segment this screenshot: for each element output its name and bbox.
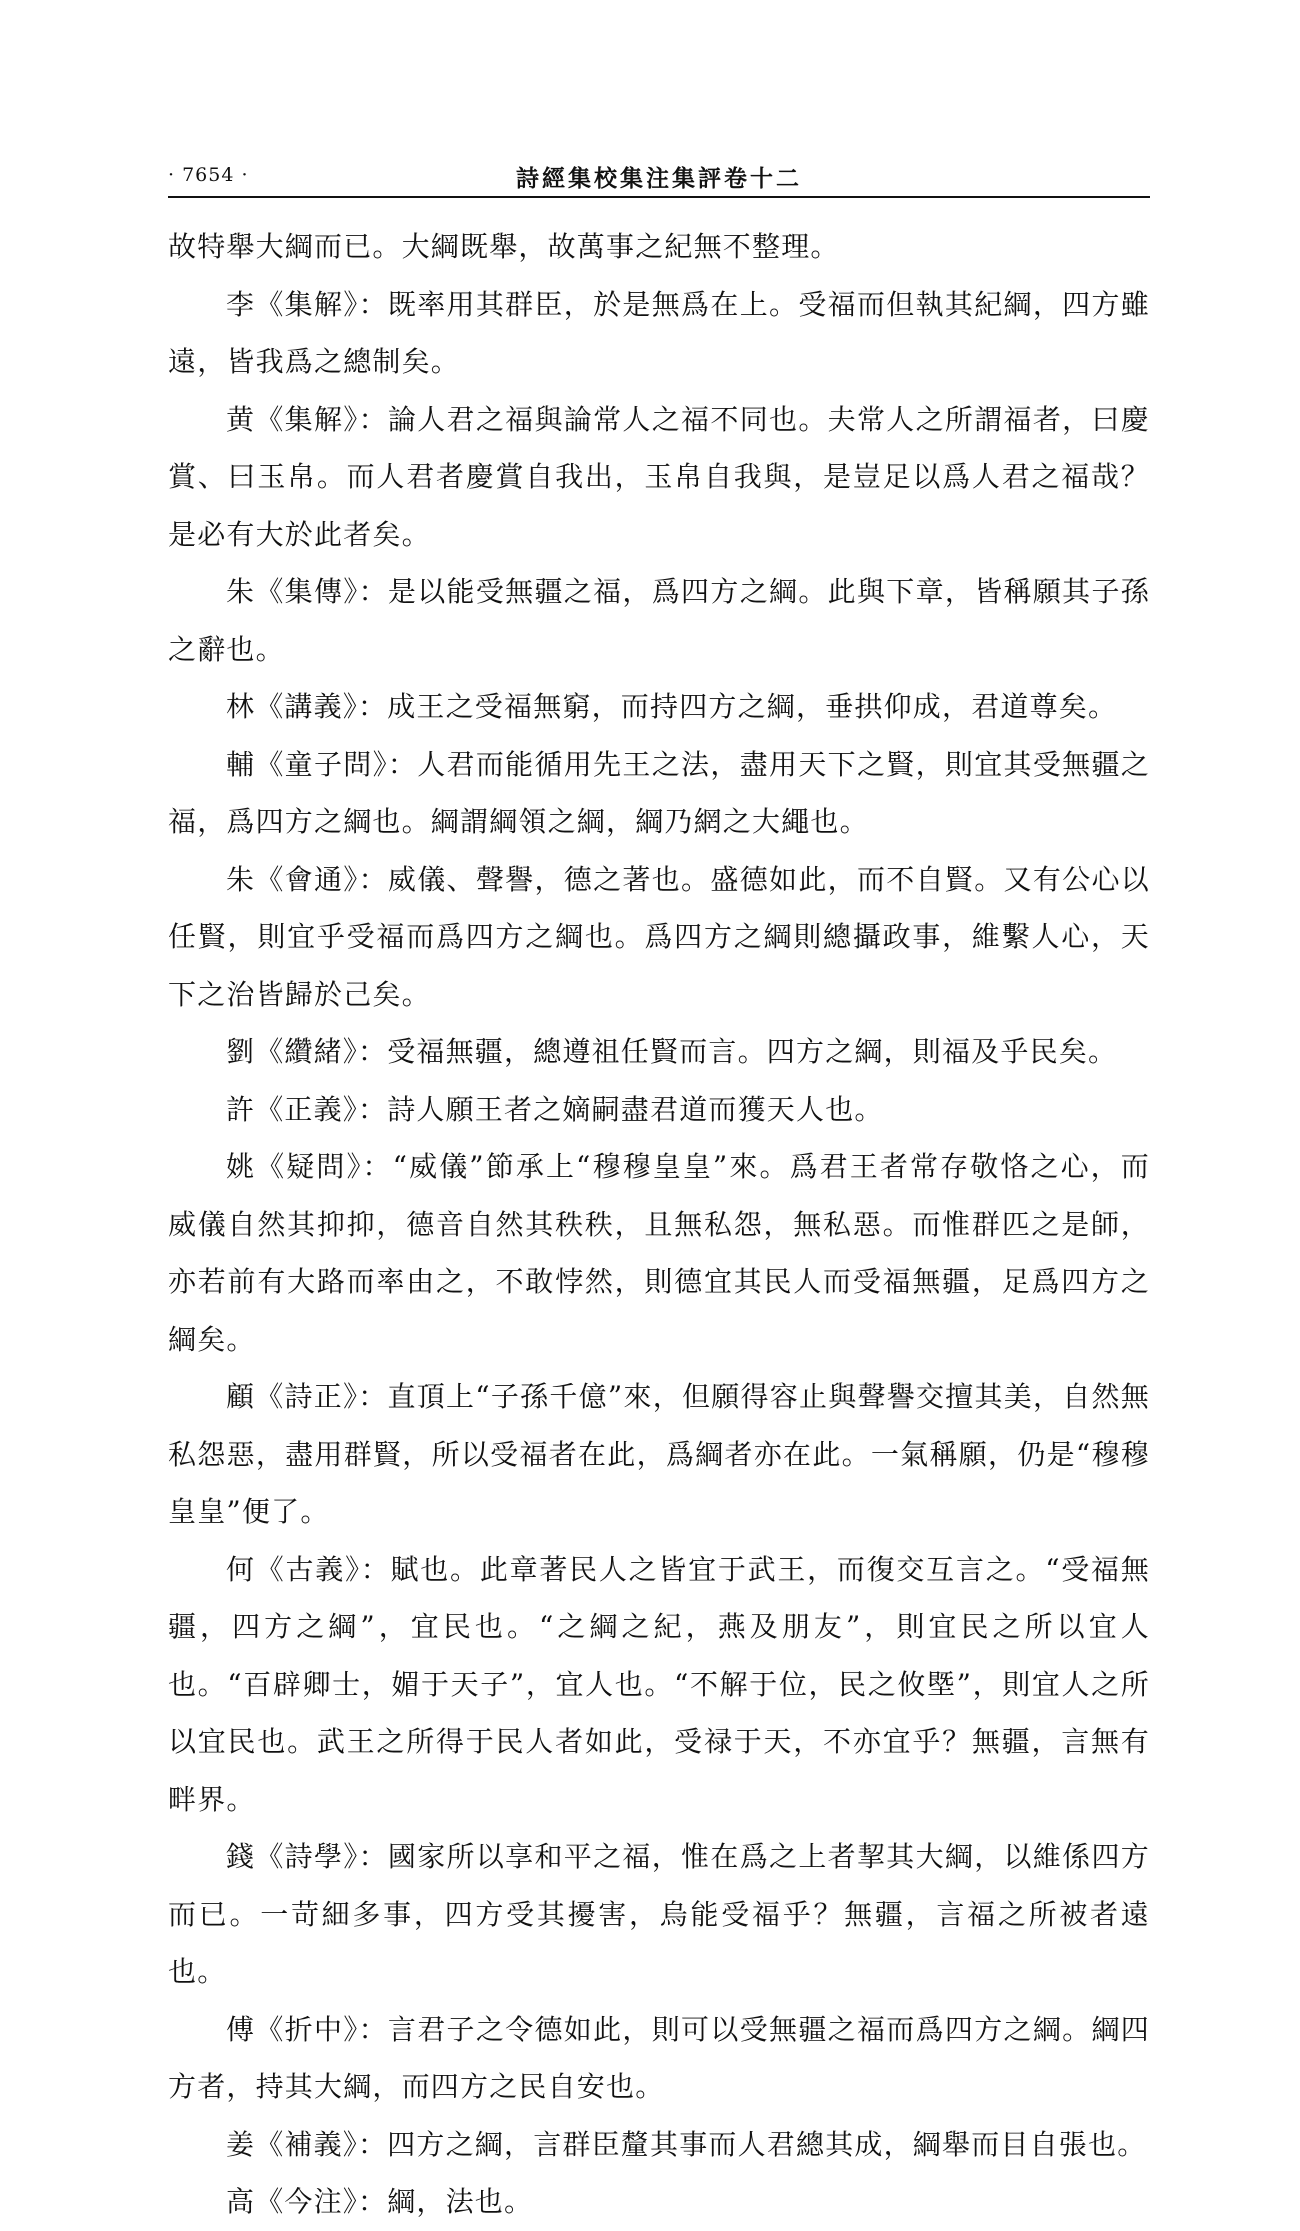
commentary-gao-jinzhu: 高《今注》：綱，法也。 <box>226 2185 534 2218</box>
paragraph-continuation: 故特舉大綱而已。大綱既舉，故萬事之紀無不整理。 <box>168 230 840 263</box>
body-text <box>168 218 1150 2231</box>
page-header <box>168 158 1150 194</box>
commentary-zhu-huitong: 朱《會通》：威儀、聲譽，德之著也。盛德如此，而不自賢。又有公心以任賢，則宜乎受福而爲四方之綱也。爲四方之綱則總攝政事，維繫人心，天下之治皆歸於己矣。 <box>168 862 1150 1011</box>
commentary-xu-zhengyi: 許《正義》：詩人願王者之嫡嗣盡君道而獲天人也。 <box>226 1092 884 1126</box>
header-rule <box>168 196 1150 198</box>
commentary-lin-jiangyi: 林《講義》：成王之受福無窮，而持四方之綱，垂拱仰成，君道尊矣。 <box>226 690 1118 723</box>
commentary-he-guyi: 何《古義》：賦也。此章著民人之皆宜于武王，而復交互言之。“受福無疆，四方之綱”，宜民也。“之綱之紀，燕及朋友”，則宜民之所以宜人也。“百辟卿士，媚于天子”，宜人也。“不解于位，民之攸塈”，則宜人之所以宜民也。武王之所得于民人者如此，受禄于天，不亦宜乎？無疆，言無有畔界。 <box>168 1552 1150 1816</box>
page-number: · 7654 · <box>168 164 249 186</box>
commentary-fu-tongziwen: 輔《童子問》：人君而能循用先王之法，盡用天下之賢，則宜其受無疆之福，爲四方之綱也。綱謂綱領之綱，綱乃網之大繩也。 <box>168 747 1150 838</box>
document-page <box>168 0 1150 2218</box>
commentary-li-jijie: 李《集解》：既率用其群臣，於是無爲在上。受福而但執其紀綱，四方雖遠，皆我爲之總制矣。 <box>168 287 1150 378</box>
commentary-yao-yiwen: 姚《疑問》：“威儀”節承上“穆穆皇皇”來。爲君王者常存敬恪之心，而威儀自然其抑抑，德音自然其秩秩，且無私怨，無私惡。而惟群匹之是師，亦若前有大路而率由之，不敢悖然，則德宜其民人而受福無疆，足爲四方之綱矣。 <box>168 1150 1150 1356</box>
commentary-gu-shizheng: 顧《詩正》：直頂上“子孫千億”來，但願得容止與聲譽交擅其美，自然無私怨惡，盡用群賢，所以受福者在此，爲綱者亦在此。一氣稱願，仍是“穆穆皇皇”便了。 <box>168 1380 1150 1528</box>
commentary-huang-jijie: 黄《集解》：論人君之福與論常人之福不同也。夫常人之所謂福者，曰慶賞、曰玉帛。而人君者慶賞自我出，玉帛自我與，是豈足以爲人君之福哉？是必有大於此者矣。 <box>168 402 1150 551</box>
commentary-qian-shixue: 錢《詩學》：國家所以享和平之福，惟在爲之上者挈其大綱，以維係四方而已。一苛細多事，四方受其擾害，烏能受福乎？無疆，言福之所被者遠也。 <box>168 1840 1150 1988</box>
commentary-jiang-buyi: 姜《補義》：四方之綱，言群臣釐其事而人君總其成，綱舉而目自張也。 <box>226 2127 1147 2161</box>
commentary-zhu-jizhuan: 朱《集傳》：是以能受無疆之福，爲四方之綱。此與下章，皆稱願其子孫之辭也。 <box>168 575 1150 666</box>
commentary-fu-zhezhong: 傅《折中》：言君子之令德如此，則可以受無疆之福而爲四方之綱。綱四方者，持其大綱，而四方之民自安也。 <box>168 2012 1150 2103</box>
commentary-liu-zuanxu: 劉《纘緒》：受福無疆，總遵祖任賢而言。四方之綱，則福及乎民矣。 <box>226 1035 1118 1068</box>
running-title: 詩經集校集注集評卷十二 <box>516 165 802 192</box>
